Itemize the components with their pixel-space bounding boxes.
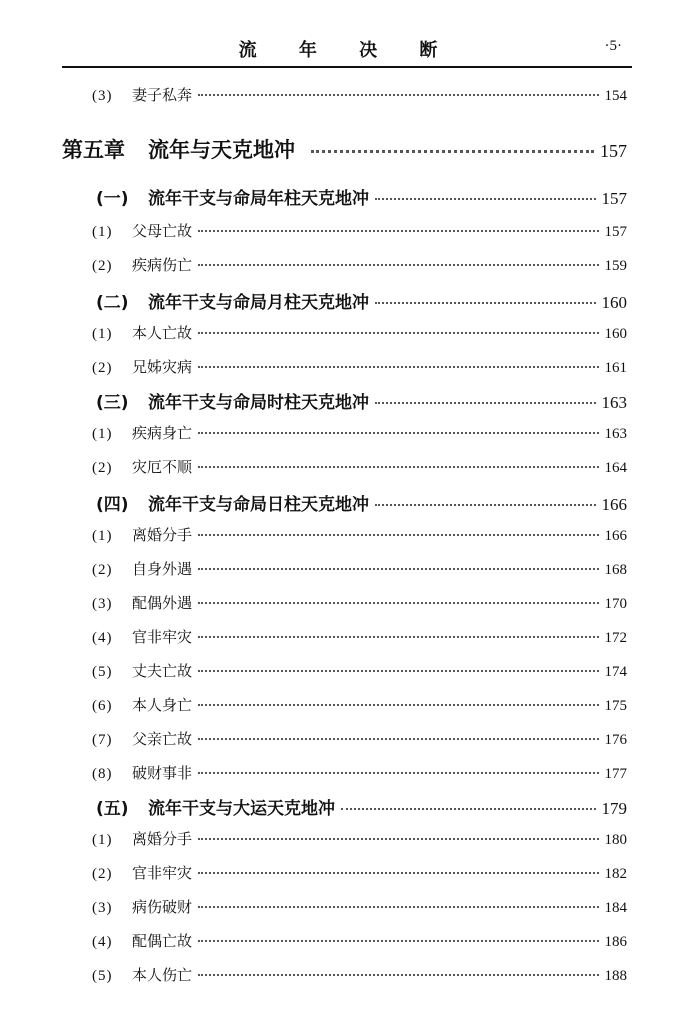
toc-entry-title: 流年干支与命局日柱天克地冲	[148, 495, 369, 515]
toc-entry-number: (3)	[92, 900, 113, 916]
toc-entry-number: (二)	[96, 293, 129, 313]
toc-entry-title: 流年干支与命局时柱天克地冲	[148, 393, 369, 413]
toc-entry-page: 157	[604, 224, 627, 240]
toc-entry-number: (5)	[92, 664, 113, 680]
toc-entry-number: (1)	[92, 832, 113, 848]
toc-item	[92, 356, 627, 377]
toc-item	[92, 828, 627, 849]
toc-entry-title: 妻子私奔	[132, 86, 193, 104]
toc-entry-title: 离婚分手	[132, 830, 193, 848]
dot-leader	[375, 402, 596, 404]
dot-leader	[198, 670, 598, 672]
toc-entry-number: (4)	[92, 630, 113, 646]
dot-leader	[198, 366, 598, 368]
toc-entry-number: (1)	[92, 528, 113, 544]
toc-entry-title: 配偶外遇	[132, 594, 193, 612]
toc-item	[92, 322, 627, 343]
toc-entry-page: 164	[604, 460, 627, 476]
toc-entry-page: 166	[604, 528, 627, 544]
toc-entry-title: 破财事非	[132, 764, 193, 782]
toc-entry-title: 兄姊灾病	[132, 358, 193, 376]
toc-entry-page: 180	[604, 832, 627, 848]
dot-leader	[198, 432, 598, 434]
toc-entry-page: 182	[604, 866, 627, 882]
toc-entry-page: 174	[604, 664, 627, 680]
toc-entry-page: 176	[604, 732, 627, 748]
toc-entry-page: 184	[604, 900, 627, 916]
dot-leader	[198, 906, 598, 908]
toc-entry-page: 154	[604, 88, 627, 104]
toc-item	[92, 592, 627, 613]
toc-item	[92, 728, 627, 749]
dot-leader	[375, 504, 596, 506]
dot-leader	[198, 738, 598, 740]
toc-entry-number: (2)	[92, 562, 113, 578]
toc-item	[92, 762, 627, 783]
toc-entry-title: 灾厄不顺	[132, 458, 193, 476]
toc-entry-page: 186	[604, 934, 627, 950]
dot-leader	[198, 636, 598, 638]
toc-entry-title: 父母亡故	[132, 222, 193, 240]
toc-entry-title: 流年干支与命局年柱天克地冲	[148, 189, 369, 209]
toc-item	[92, 254, 627, 275]
toc-entry-number: (三)	[96, 393, 129, 413]
toc-entry-title: 丈夫亡故	[132, 662, 193, 680]
dot-leader	[375, 302, 596, 304]
toc-entry-number: (2)	[92, 460, 113, 476]
toc-entry-page: 177	[604, 766, 627, 782]
toc-entry-page: 160	[601, 293, 627, 312]
toc-entry-number: (四)	[96, 495, 129, 515]
toc-entry-number: 第五章	[62, 138, 125, 162]
dot-leader	[198, 534, 598, 536]
toc-entry-title: 本人伤亡	[132, 966, 193, 984]
toc-entry-page: 175	[604, 698, 627, 714]
toc-entry-page: 157	[601, 189, 627, 208]
toc-entry-title: 官非牢灾	[132, 628, 193, 646]
toc-entry-page: 170	[604, 596, 627, 612]
toc-entry-title: 配偶亡故	[132, 932, 193, 950]
toc-section	[96, 388, 627, 413]
toc-entry-page: 179	[601, 799, 627, 818]
toc-entry-number: (1)	[92, 326, 113, 342]
toc-entry-page: 163	[601, 393, 627, 412]
dot-leader	[198, 940, 598, 942]
dot-leader	[198, 94, 598, 96]
toc-entry-number: (1)	[92, 224, 113, 240]
dot-leader	[198, 772, 598, 774]
toc-entry-number: (3)	[92, 596, 113, 612]
toc-entry-number: (2)	[92, 360, 113, 376]
toc-entry-title: 本人亡故	[132, 324, 193, 342]
toc-entry-page: 157	[600, 141, 627, 161]
toc-item	[92, 862, 627, 883]
toc-section	[96, 490, 627, 515]
toc-entry-title: 官非牢灾	[132, 864, 193, 882]
toc-item	[92, 660, 627, 681]
toc-entry-title: 离婚分手	[132, 526, 193, 544]
toc-item	[92, 422, 627, 443]
toc-section	[96, 794, 627, 819]
dot-leader	[198, 466, 598, 468]
toc-entry-title: 疾病伤亡	[132, 256, 193, 274]
toc-entry-title: 流年与天克地冲	[148, 138, 295, 162]
toc-item	[92, 558, 627, 579]
toc-entry-number: (1)	[92, 426, 113, 442]
toc-section	[96, 288, 627, 313]
toc-item	[92, 964, 627, 985]
toc-entry-number: (4)	[92, 934, 113, 950]
toc-section	[96, 184, 627, 209]
toc-entry-page: 166	[601, 495, 627, 514]
toc-entry-page: 159	[604, 258, 627, 274]
toc-item	[92, 456, 627, 477]
toc-entry-page: 160	[604, 326, 627, 342]
dot-leader	[198, 602, 598, 604]
toc-entry-number: (3)	[92, 88, 113, 104]
toc-item	[92, 896, 627, 917]
toc-item	[92, 930, 627, 951]
toc-entry-title: 疾病身亡	[132, 424, 193, 442]
page-number: ·5·	[604, 38, 622, 54]
toc-entry-page: 172	[604, 630, 627, 646]
toc-entry-number: (五)	[96, 799, 129, 819]
toc-entry-page: 188	[604, 968, 627, 984]
toc-entry-number: (一)	[96, 189, 129, 209]
dot-leader	[198, 872, 598, 874]
dot-leader	[311, 150, 594, 153]
toc-entry-number: (7)	[92, 732, 113, 748]
toc-entry-title: 自身外遇	[132, 560, 193, 578]
dot-leader	[198, 704, 598, 706]
toc-entry-number: (6)	[92, 698, 113, 714]
dot-leader	[198, 974, 598, 976]
toc-chapter	[62, 134, 627, 164]
running-title: 流 年 决 断	[238, 40, 456, 61]
dot-leader	[198, 332, 598, 334]
toc-entry-number: (2)	[92, 866, 113, 882]
toc-entry-page: 163	[604, 426, 627, 442]
toc-item	[92, 626, 627, 647]
toc-item	[92, 524, 627, 545]
dot-leader	[375, 198, 596, 200]
toc-item	[92, 220, 627, 241]
toc-entry-title: 流年干支与大运天克地冲	[148, 799, 335, 819]
toc-entry-number: (2)	[92, 258, 113, 274]
toc-item	[92, 84, 627, 105]
dot-leader	[198, 230, 598, 232]
toc-entry-title: 本人身亡	[132, 696, 193, 714]
toc-entry-page: 168	[604, 562, 627, 578]
toc-entry-page: 161	[604, 360, 627, 376]
toc-entry-number: (5)	[92, 968, 113, 984]
dot-leader	[198, 568, 598, 570]
toc-item	[92, 694, 627, 715]
dot-leader	[198, 838, 598, 840]
toc-entry-title: 病伤破财	[132, 898, 193, 916]
dot-leader	[341, 808, 596, 810]
dot-leader	[198, 264, 598, 266]
toc-entry-number: (8)	[92, 766, 113, 782]
toc-entry-title: 流年干支与命局月柱天克地冲	[148, 293, 369, 313]
toc-entry-title: 父亲亡故	[132, 730, 193, 748]
